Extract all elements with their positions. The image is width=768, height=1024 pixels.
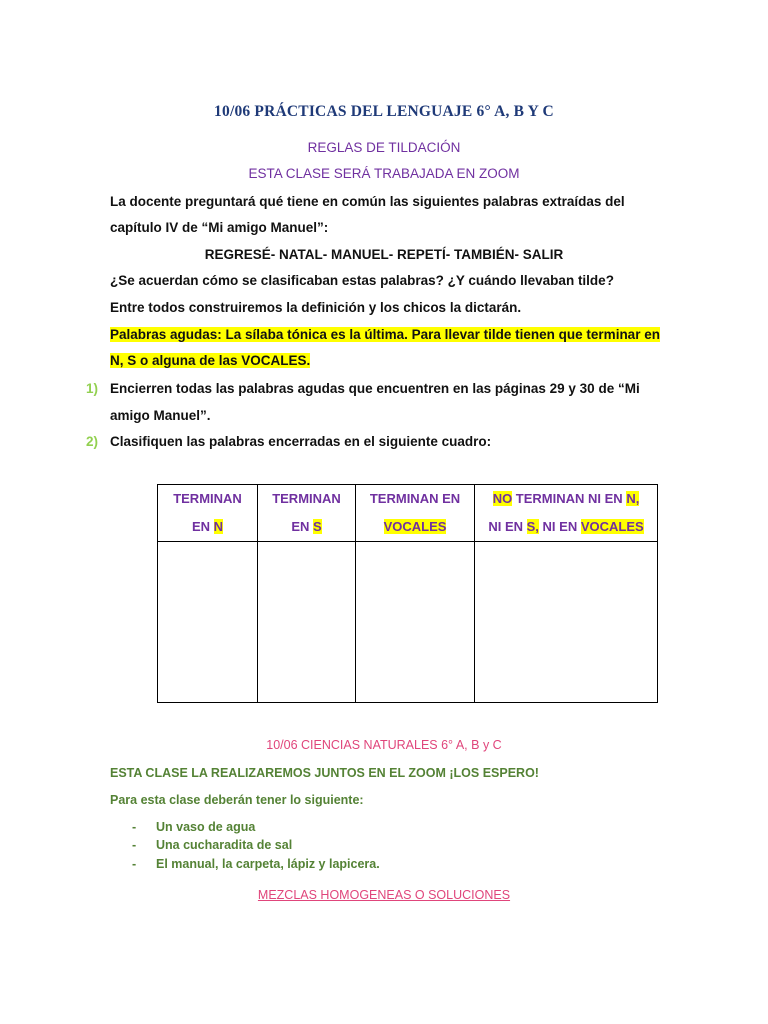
classification-table	[157, 484, 658, 703]
word-list: REGRESÉ- NATAL- MANUEL- REPETÍ- TAMBIÉN- SALIR	[204, 247, 564, 262]
naturales-zoom-line: ESTA CLASE LA REALIZAREMOS JUNTOS EN EL ZOOM ¡LOS ESPERO!	[110, 766, 539, 780]
naturales-requirements-line: Para esta clase deberán tener lo siguiente:	[110, 793, 364, 807]
definition-line-2: N, S o alguna de las VOCALES.	[110, 353, 311, 368]
together-line: Entre todos construiremos la definición y los chicos la dictarán.	[110, 300, 522, 315]
item-1-number: 1)	[86, 381, 99, 396]
lenguaje-subtitle-reglas: REGLAS DE TILDACIÓN	[307, 140, 461, 155]
cell-terminan-en-vocales[interactable]	[356, 542, 475, 703]
item-2-number: 2)	[86, 434, 99, 449]
intro-line-2: capítulo IV de “Mi amigo Manuel”:	[110, 220, 329, 235]
lenguaje-title: 10/06 PRÁCTICAS DEL LENGUAJE 6° A, B Y C	[214, 103, 554, 120]
lenguaje-subtitle-zoom: ESTA CLASE SERÁ TRABAJADA EN ZOOM	[248, 166, 520, 181]
naturales-topic: MEZCLAS HOMOGENEAS O SOLUCIONES	[257, 888, 511, 902]
cell-no-terminan[interactable]	[475, 542, 658, 703]
definition-line-1: Palabras agudas: La sílaba tónica es la última. Para llevar tilde tienen que terminar en	[110, 327, 660, 342]
header-terminan-en-vocales: TERMINAN EN VOCALES	[356, 485, 475, 542]
header-terminan-en-n: TERMINAN EN N	[158, 485, 258, 542]
cell-terminan-en-s[interactable]	[258, 542, 356, 703]
item-1-line-1: Encierren todas las palabras agudas que encuentren en las páginas 29 y 30 de “Mi	[110, 381, 640, 396]
item-2-text: Clasifiquen las palabras encerradas en el siguiente cuadro:	[110, 434, 492, 449]
naturales-title: 10/06 CIENCIAS NATURALES 6° A, B y C	[266, 738, 502, 752]
header-no-terminan: NO TERMINAN NI EN N, NI EN S, NI EN VOCALES	[475, 485, 658, 542]
question-line: ¿Se acuerdan cómo se clasificaban estas palabras? ¿Y cuándo llevaban tilde?	[110, 273, 614, 288]
cell-terminan-en-n[interactable]	[158, 542, 258, 703]
intro-line-1: La docente preguntará qué tiene en común las siguientes palabras extraídas del	[110, 194, 625, 209]
item-1-line-2: amigo Manuel”.	[110, 408, 211, 423]
table-header-row	[158, 485, 658, 542]
header-terminan-en-s: TERMINAN EN S	[258, 485, 356, 542]
list-item: - El manual, la carpeta, lápiz y lapicera.	[132, 857, 380, 871]
list-item: - Una cucharadita de sal	[132, 838, 293, 852]
list-item: - Un vaso de agua	[132, 820, 256, 834]
table-body-row	[158, 542, 658, 703]
